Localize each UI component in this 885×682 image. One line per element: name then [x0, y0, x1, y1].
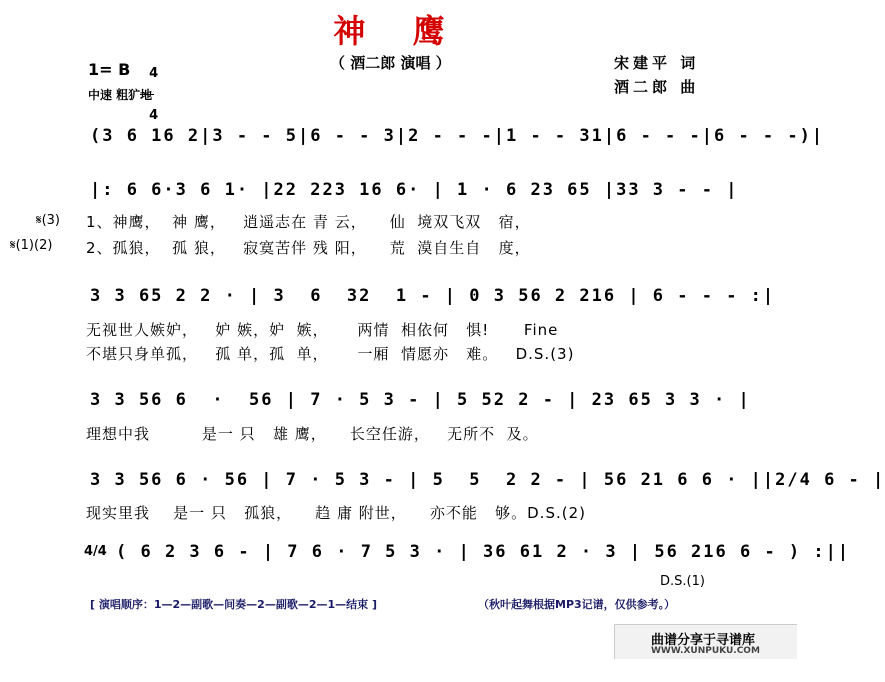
lyric-line-2-verse-2: 2、孤狼， 孤 狼， 寂寞苦伴 残 阳， 荒 漠自生自 度， [86, 239, 531, 257]
performance-order: [ 演唱顺序：1—2—副歌—间奏—2—副歌—2—1—结束 ] [90, 598, 377, 611]
composer-credit: 酒二郎 曲 [614, 78, 700, 96]
key-signature: 1= B [88, 60, 131, 79]
site-watermark [614, 624, 797, 659]
line-6-time-signature: 4/4 [84, 544, 107, 559]
lyric-line-3-verse-1: 无视世人嫉妒， 妒 嫉，妒 嫉， 两情 相依何 惧! Fine [86, 321, 559, 339]
site-name: 曲谱分享于寻谱库 [651, 633, 756, 648]
score-line-2: |: 6 6·3 6 1· |22 223 16 6· | 1 · 6 23 65 |33 3 - - | [90, 180, 739, 200]
score-line-6: ( 6 2 3 6 - | 7 6 · 7 5 3 · | 36 61 2 · 3 | 56 216 6 - ) :|| [116, 542, 851, 562]
singer-credit: （ 酒二郎 演唱 ） [330, 54, 451, 72]
time-signature-bottom: 4 [149, 108, 159, 123]
score-line-5: 3 3 56 6 · 56 | 7 · 5 3 - | 5 5 2 2 - | 56 21 6 6 · ||2/4 6 - | [90, 470, 885, 490]
lyricist-credit: 宋建平 词 [614, 54, 700, 72]
tempo-marking: 中速 粗犷地 [88, 88, 153, 102]
score-line-4: 3 3 56 6 · 56 | 7 · 5 3 - | 5 52 2 - | 23 65 3 3 · | [90, 390, 751, 410]
time-signature-top: 4 [149, 66, 159, 81]
score-line-1: (3 6 16 2|3 - - 5|6 - - 3|2 - - -|1 - - 31|6 - - -|6 - - -)| [90, 126, 825, 146]
page-title: 神 鹰 [333, 12, 463, 50]
segno-mark-3: 𝄋(3) [36, 213, 61, 228]
score-line-3: 3 3 65 2 2 · | 3 6 32 1 - | 0 3 56 2 216 | 6 - - - :| [90, 286, 776, 306]
site-url: WWW.XUNPUKU.COM [651, 646, 760, 656]
lyric-line-2-verse-1: 1、神鹰， 神 鹰， 逍遥志在 青 云， 仙 境双飞双 宿， [86, 213, 531, 231]
transcription-note: （秋叶起舞根据MP3记谱，仅供参考。） [478, 598, 676, 611]
dal-segno-1: D.S.(1) [660, 574, 705, 589]
segno-mark-1-2: 𝄋(1)(2) [10, 238, 53, 253]
lyric-line-5: 现实里我 是一 只 孤狼， 趋 庸 附世， 亦不能 够。D.S.(2) [86, 504, 586, 522]
lyric-line-3-verse-2: 不堪只身单孤， 孤 单，孤 单， 一厢 情愿亦 难。 D.S.(3) [86, 345, 575, 363]
lyric-line-4: 理想中我 是一 只 雄 鹰， 长空任游， 无所不 及。 [86, 425, 539, 443]
